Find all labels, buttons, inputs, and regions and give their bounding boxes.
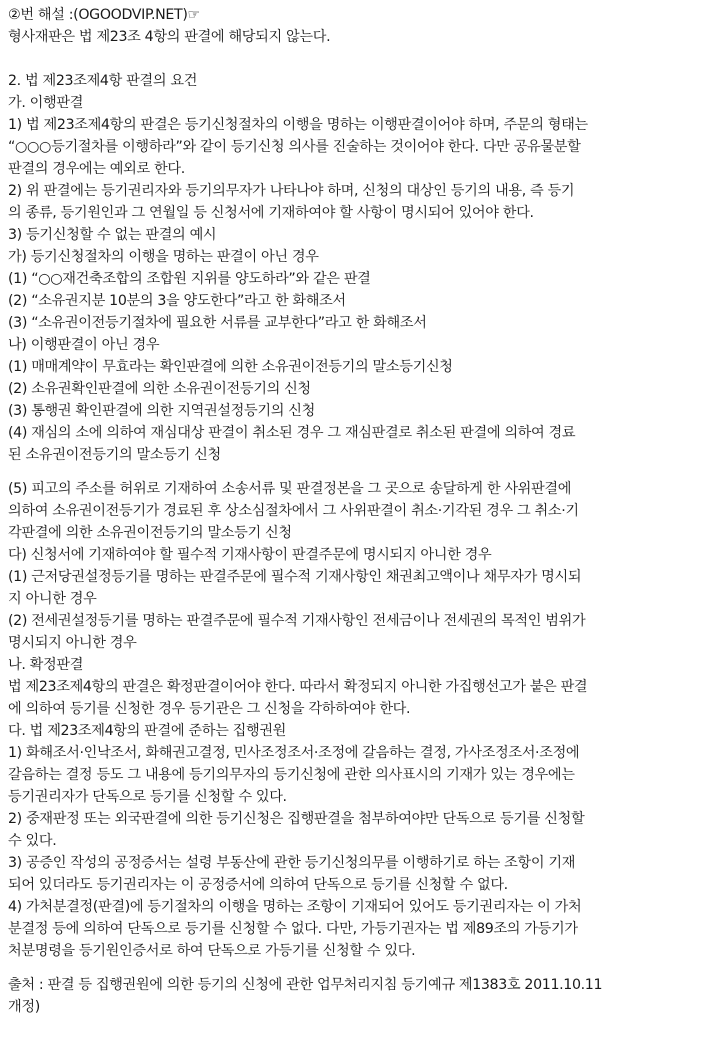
paragraph-line: 2) 위 판결에는 등기권리자와 등기의무자가 나타나야 하며, 신청의 대상인 등기의 내용, 즉 등기 <box>8 183 575 199</box>
paragraph-line: 1) 화해조서·인낙조서, 화해권고결정, 민사조정조서·조정에 갈음하는 결정, 가사조정조서·조정에 <box>8 745 580 761</box>
list-item: 각판결에 의한 소유권이전등기의 말소등기 신청 <box>8 525 292 541</box>
explanation-title: ②번 해설 :(OGOODVIP.NET)☞ <box>8 7 200 23</box>
paragraph-line: 의 종류, 등기원인과 그 연월일 등 신청서에 기재하여야 할 사항이 명시되어 있어야 한다. <box>8 205 534 221</box>
list-item: (3) 통행권 확인판결에 의한 지역권설정등기의 신청 <box>8 403 315 419</box>
list-item: 된 소유권이전등기의 말소등기 신청 <box>8 447 221 463</box>
subsection-heading-ga: 가. 이행판결 <box>8 95 84 111</box>
list-item: (1) “○○재건축조합의 조합원 지위를 양도하라”와 같은 판결 <box>8 271 371 287</box>
subsection-heading-da: 다. 법 제23조제4항의 판결에 준하는 집행권원 <box>8 723 287 739</box>
sub-item-heading: 나) 이행판결이 아닌 경우 <box>8 337 160 353</box>
list-item: (2) 전세권설정등기를 명하는 판결주문에 필수적 기재사항인 전세금이나 전세권의 목적인 범위가 <box>8 613 586 629</box>
paragraph-line: 3) 공증인 작성의 공정증서는 설령 부동산에 관한 등기신청의무를 이행하기로 하는 조항이 기재 <box>8 855 576 871</box>
paragraph-line: 판결의 경우에는 예외로 한다. <box>8 161 185 177</box>
source-citation: 출처 : 판결 등 집행권원에 의한 등기의 신청에 관한 업무처리지침 등기예규 제1383호 2011.10.11 <box>8 977 603 993</box>
source-citation: 개정) <box>8 999 40 1015</box>
paragraph-line: “○○○등기절차를 이행하라”와 같이 등기신청 의사를 진술하는 것이어야 한다. 다만 공유물분할 <box>8 139 581 155</box>
section-heading: 2. 법 제23조제4항 판결의 요건 <box>8 73 198 89</box>
paragraph-line: 1) 법 제23조제4항의 판결은 등기신청절차의 이행을 명하는 이행판결이어야 하며, 주문의 형태는 <box>8 117 588 133</box>
list-item: (4) 재심의 소에 의하여 재심대상 판결이 취소된 경우 그 재심판결로 취소된 판결에 의하여 경료 <box>8 425 576 441</box>
sub-item-heading: 가) 등기신청절차의 이행을 명하는 판결이 아닌 경우 <box>8 249 319 265</box>
explanation-answer: 형사재판은 법 제23조 4항의 판결에 해당되지 않는다. <box>8 29 331 45</box>
paragraph-line: 법 제23조제4항의 판결은 확정판결이어야 한다. 따라서 확정되지 아니한 가집행선고가 붙은 판결 <box>8 679 588 695</box>
paragraph-line: 처분명령을 등기원인증서로 하여 단독으로 가등기를 신청할 수 있다. <box>8 943 416 959</box>
list-item: 지 아니한 경우 <box>8 591 97 607</box>
list-item: (2) 소유권확인판결에 의한 소유권이전등기의 신청 <box>8 381 311 397</box>
list-item: (5) 피고의 주소를 허위로 기재하여 소송서류 및 판결정본을 그 곳으로 송달하게 한 사위판결에 <box>8 481 572 497</box>
document-body <box>8 4 714 1018</box>
list-item: (1) 근저당권설정등기를 명하는 판결주문에 필수적 기재사항인 채권최고액이나 채무자가 명시되 <box>8 569 582 585</box>
paragraph-line: 4) 가처분결정(판결)에 등기절차의 이행을 명하는 조항이 기재되어 있어도 등기권리자는 이 가처 <box>8 899 582 915</box>
paragraph-line: 2) 중재판정 또는 외국판결에 의한 등기신청은 집행판결을 첨부하여야만 단독으로 등기를 신청할 <box>8 811 585 827</box>
paragraph-line: 분결정 등에 의하여 단독으로 등기를 신청할 수 없다. 다만, 가등기권자는 법 제89조의 가등기가 <box>8 921 578 937</box>
paragraph-line: 등기권리자가 단독으로 등기를 신청할 수 있다. <box>8 789 287 805</box>
list-item: (3) “소유권이전등기절차에 필요한 서류를 교부한다”라고 한 화해조서 <box>8 315 427 331</box>
paragraph-line: 갈음하는 결정 등도 그 내용에 등기의무자의 등기신청에 관한 의사표시의 기재가 있는 경우에는 <box>8 767 575 783</box>
paragraph-line: 에 의하여 등기를 신청한 경우 등기관은 그 신청을 각하하여야 한다. <box>8 701 411 717</box>
list-item: (1) 매매계약이 무효라는 확인판결에 의한 소유권이전등기의 말소등기신청 <box>8 359 453 375</box>
list-item: 의하여 소유권이전등기가 경료된 후 상소심절차에서 그 사위판결이 취소·기각된 경우 그 취소·기 <box>8 503 579 519</box>
sub-item-heading: 다) 신청서에 기재하여야 할 필수적 기재사항이 판결주문에 명시되지 아니한 경우 <box>8 547 492 563</box>
paragraph-line: 되어 있더라도 등기권리자는 이 공정증서에 의하여 단독으로 등기를 신청할 수 없다. <box>8 877 508 893</box>
subsection-heading-na: 나. 확정판결 <box>8 657 84 673</box>
item-heading: 3) 등기신청할 수 없는 판결의 예시 <box>8 227 217 243</box>
list-item: (2) “소유권지분 10분의 3을 양도한다”라고 한 화해조서 <box>8 293 346 309</box>
list-item: 명시되지 아니한 경우 <box>8 635 137 651</box>
paragraph-line: 수 있다. <box>8 833 57 849</box>
